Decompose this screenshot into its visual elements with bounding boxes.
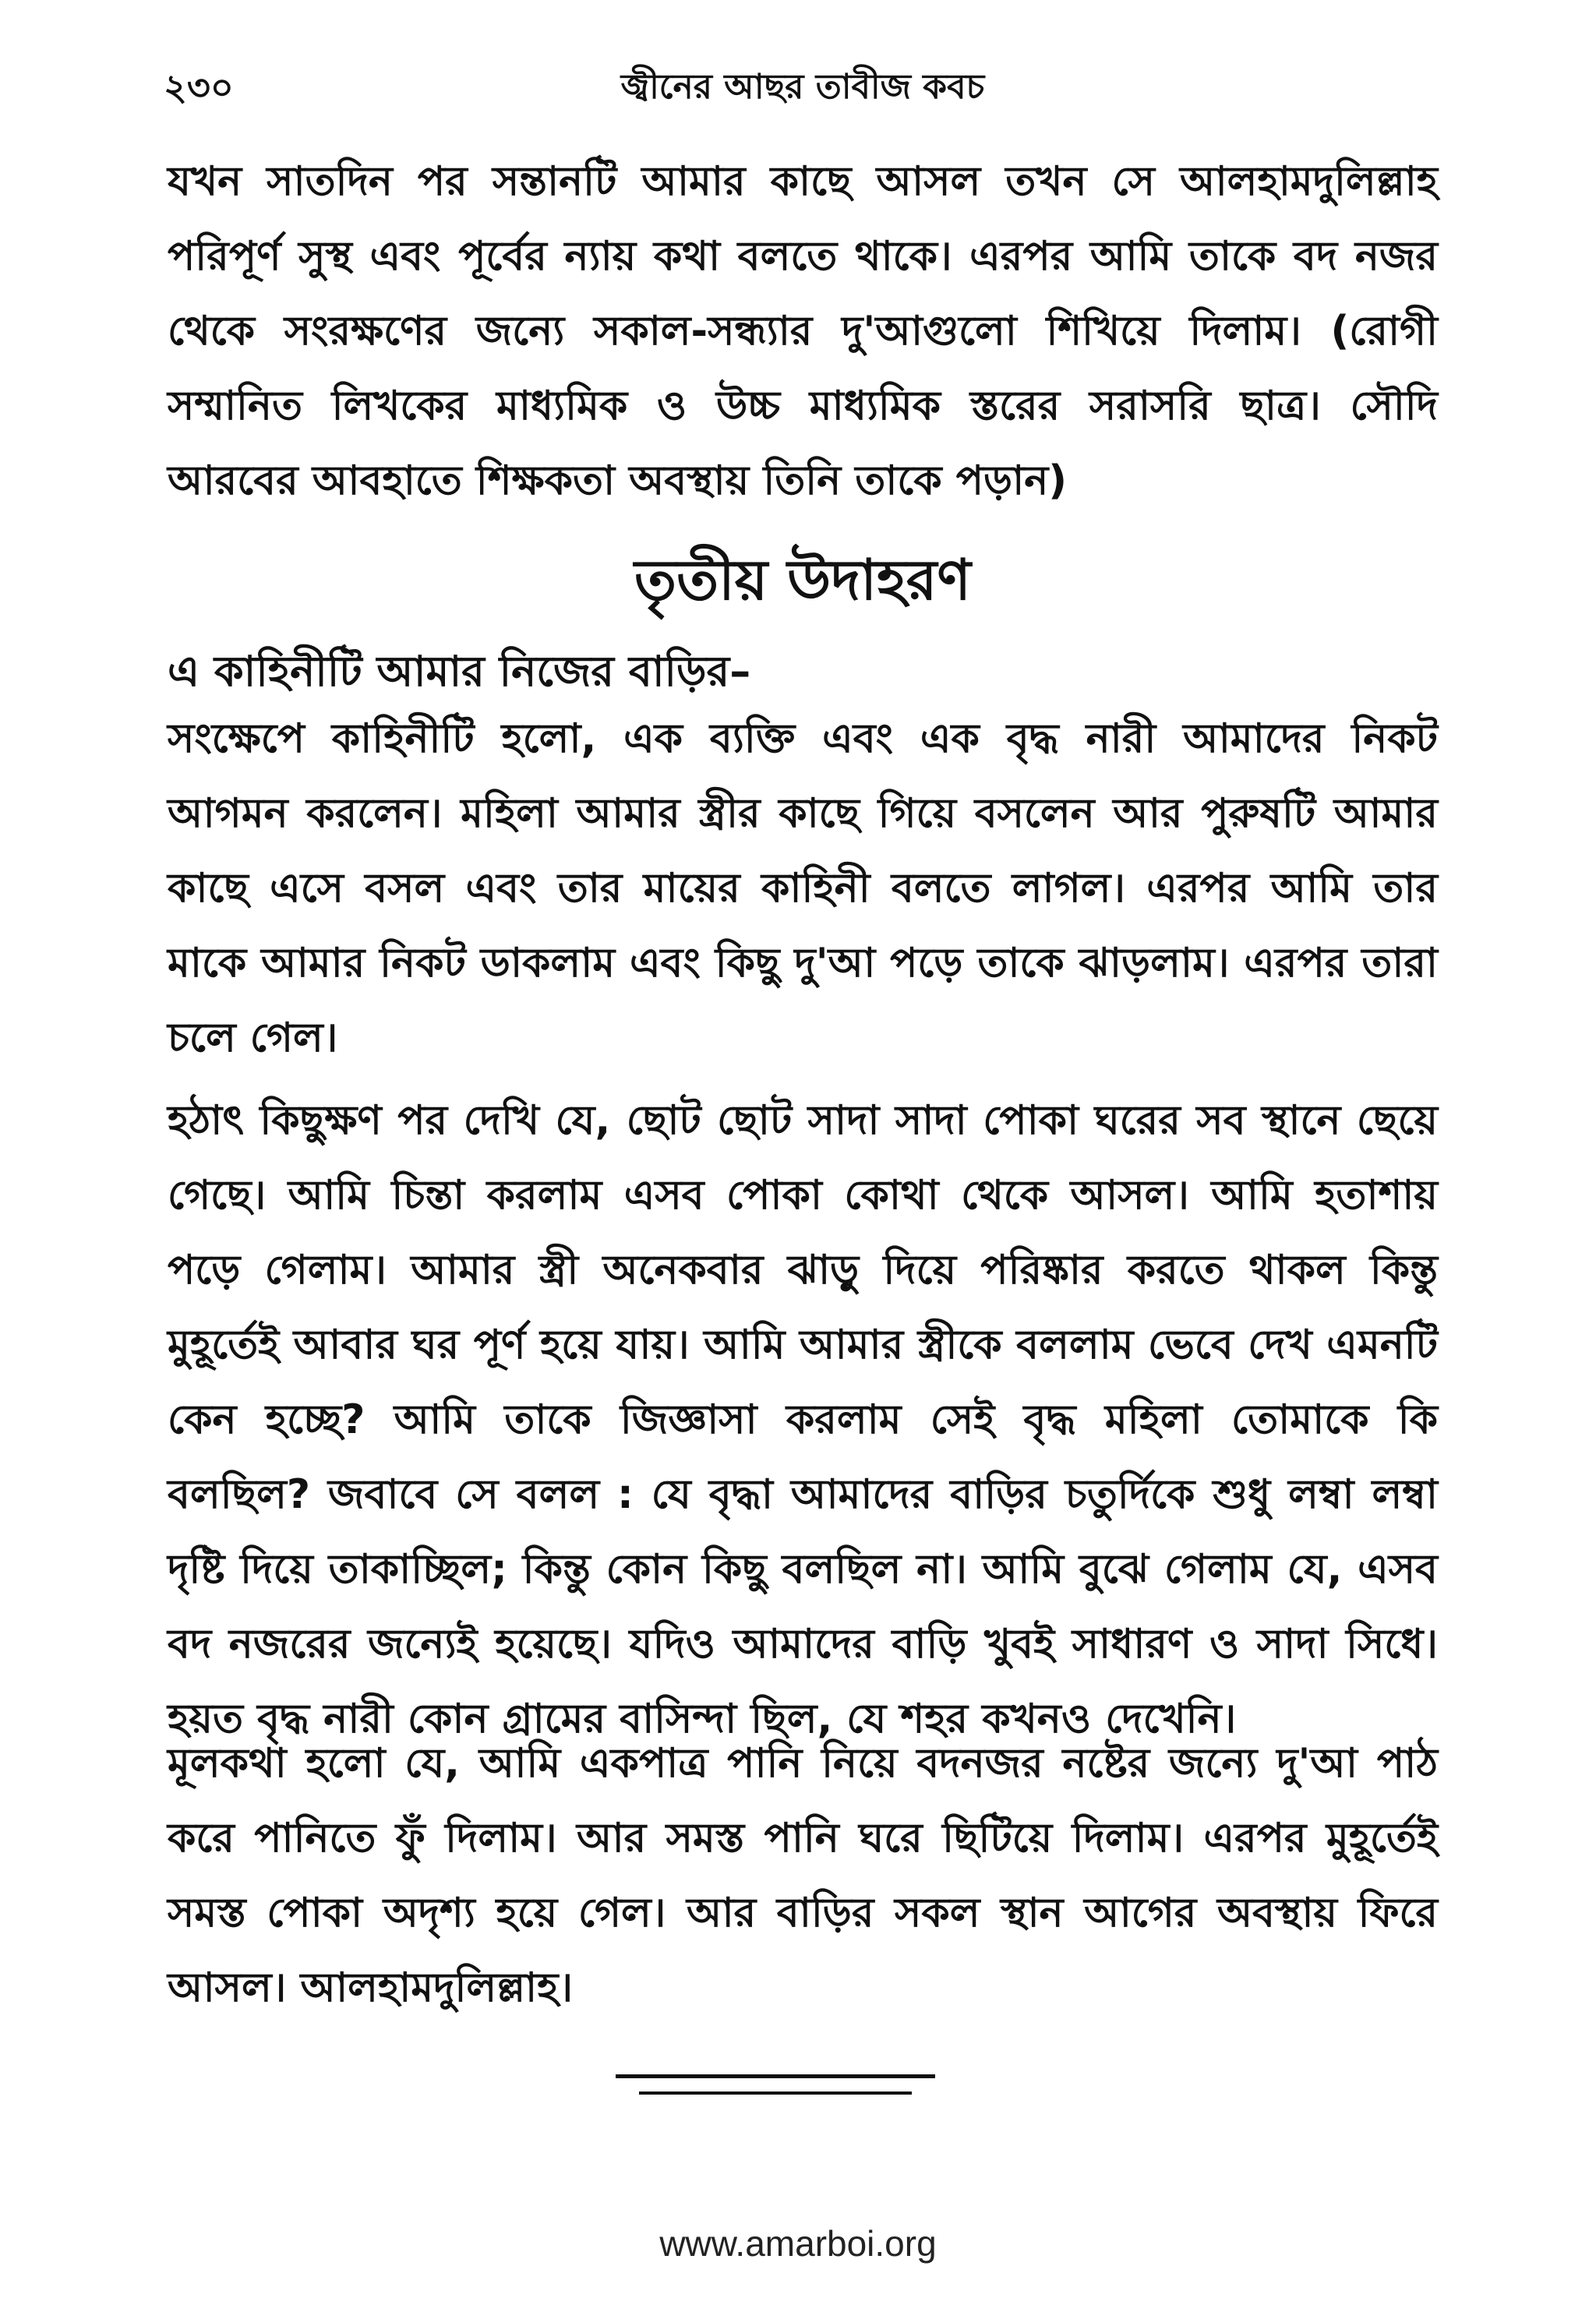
subheading: এ কাহিনীটি আমার নিজের বাড়ির– [168,647,751,696]
paragraph-2: সংক্ষেপে কাহিনীটি হলো, এক ব্যক্তি এবং এক বৃদ্ধ নারী আমাদের নিকট আগমন করলেন। মহিলা আমার স্ত্রীর কাছে গিয়ে বসলেন আর পুরুষটি আমার কাছে এসে বসল এবং তার মায়ের কাহিনী বলতে লাগল। এরপর আমি তার মাকে আমার নিকট ডাকলাম এবং কিছু দু'আ পড়ে তাকে ঝাড়লাম। এরপর তারা চলে গেল। [168,715,1438,1061]
section-heading: তৃতীয় উদাহরণ [634,547,971,612]
paragraph-3: হঠাৎ কিছুক্ষণ পর দেখি যে, ছোট ছোট সাদা সাদা পোকা ঘরের সব স্থানে ছেয়ে গেছে। আমি চিন্তা করলাম এসব পোকা কোথা থেকে আসল। আমি হতাশায় পড়ে গেলাম। আমার স্ত্রী অনেকবার ঝাড়ু দিয়ে পরিষ্কার করতে থাকল কিন্তু মুহূর্তেই আবার ঘর পূর্ণ হয়ে যায়। আমি আমার স্ত্রীকে বললাম ভেবে দেখ এমনটি কেন হচ্ছে? আমি তাকে জিজ্ঞাসা করলাম সেই বৃদ্ধ মহিলা তোমাকে কি বলছিল? জবাবে সে বলল : যে বৃদ্ধা আমাদের বাড়ির চতুর্দিকে শুধু লম্বা লম্বা দৃষ্টি দিয়ে তাকাচ্ছিল; কিন্তু কোন কিছু বলছিল না। আমি বুঝে গেলাম যে, এসব বদ নজরের জন্যেই হয়েছে। যদিও আমাদের বাড়ি খুবই সাধারণ ও সাদা সিধে। হয়ত বৃদ্ধ নারী কোন গ্রামের বাসিন্দা ছিল, যে শহর কখনও দেখেনি। [168,1097,1438,1742]
running-head [164,61,1442,115]
page-number: ২৩০ [164,66,234,108]
paragraph-4: মূলকথা হলো যে, আমি একপাত্র পানি নিয়ে বদনজর নষ্টের জন্যে দু'আ পাঠ করে পানিতে ফুঁ দিলাম। আর সমস্ত পানি ঘরে ছিটিয়ে দিলাম। এরপর মুহূর্তেই সমস্ত পোকা অদৃশ্য হয়ে গেল। আর বাড়ির সকল স্থান আগের অবস্থায় ফিরে আসল। আলহামদুলিল্লাহ। [168,1740,1438,2011]
footer-url[interactable]: www.amarboi.org [659,2223,937,2264]
paragraph-1: যখন সাতদিন পর সন্তানটি আমার কাছে আসল তখন সে আলহামদুলিল্লাহ পরিপূর্ণ সুস্থ এবং পূর্বের ন্যায় কথা বলতে থাকে। এরপর আমি তাকে বদ নজর থেকে সংরক্ষণের জন্যে সকাল-সন্ধ্যার দু'আগুলো শিখিয়ে দিলাম। (রোগী সম্মানিত লিখকের মাধ্যমিক ও উচ্চ মাধ্যমিক স্তরের সরাসরি ছাত্র। সৌদি আরবের আবহাতে শিক্ষকতা অবস্থায় তিনি তাকে পড়ান) [168,158,1438,504]
rule-line-top [616,2074,935,2078]
rule-line-bottom [639,2091,912,2095]
end-of-section-rule [616,2074,943,2098]
book-title: জ্বীনের আছর তাবীজ কবচ [620,67,985,107]
